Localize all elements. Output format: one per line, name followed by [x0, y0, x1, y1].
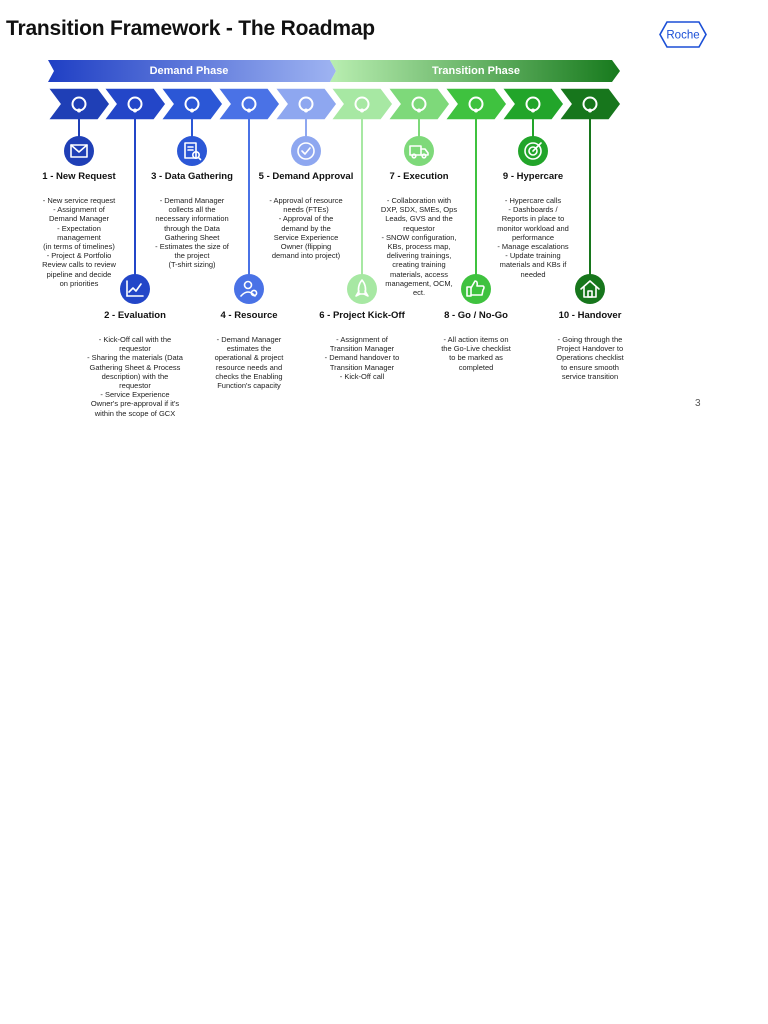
- step-description-line: - Going through the: [557, 335, 623, 344]
- step-description-line: needed: [520, 269, 546, 279]
- step-description-line: Reports in place to: [501, 214, 565, 224]
- step-description-line: - Demand Manager: [216, 335, 282, 344]
- step-description-8: [441, 335, 511, 372]
- step-description-5: [269, 196, 342, 260]
- step-description-line: service transition: [561, 371, 619, 381]
- step-description-line: ect.: [412, 288, 426, 298]
- node-pin-6: [360, 109, 364, 113]
- step-description-line: - Demand handover to: [324, 353, 400, 363]
- step-description-line: pipeline and decide: [46, 269, 112, 279]
- step-description-line: operational & project: [214, 353, 284, 363]
- step-description-line: - Assignment of: [336, 335, 388, 344]
- step-description-line: necessary information: [155, 214, 229, 224]
- step-description-line: Review calls to review: [42, 260, 116, 270]
- step-description-line: requestor: [403, 223, 435, 233]
- step-description-line: to be marked as: [449, 353, 503, 363]
- step-description-7: [381, 196, 457, 297]
- step-description-line: - Manage escalations: [497, 242, 569, 252]
- step-description-line: management: [57, 232, 101, 242]
- step-description-line: estimates the: [226, 344, 272, 354]
- step-description-line: delivering trainings,: [386, 251, 452, 261]
- step-title-1: 1 - New Request: [42, 171, 116, 182]
- step-description-6: [325, 335, 400, 381]
- step-description-line: DXP, SDX, SMEs, Ops: [380, 205, 458, 215]
- step-title-5: 5 - Demand Approval: [258, 171, 354, 182]
- page-number: 3: [695, 398, 701, 409]
- step-description-line: to ensure smooth: [561, 362, 619, 372]
- node-pin-2: [133, 109, 137, 113]
- demand-phase-label: Demand Phase: [149, 65, 229, 77]
- node-pin-8: [474, 109, 478, 113]
- step-description-line: Leads, GVS and the: [385, 214, 453, 224]
- step-description-line: needs (FTEs): [283, 205, 329, 215]
- envelope-icon: [64, 136, 94, 166]
- step-description-line: requestor: [119, 344, 151, 354]
- step-description-line: requestor: [119, 381, 151, 391]
- step-description-line: creating training: [392, 260, 446, 270]
- truck-icon: [404, 136, 434, 166]
- step-description-2: [87, 335, 183, 418]
- roche-logo-text: Roche: [666, 29, 700, 42]
- node-pin-7: [417, 109, 421, 113]
- step-description-line: Operations checklist: [556, 353, 624, 363]
- step-title-9: 9 - Hypercare: [502, 171, 564, 182]
- step-description-line: - Kick-Off call: [339, 371, 385, 381]
- step-title-2: 2 - Evaluation: [104, 310, 166, 321]
- step-description-line: - New service request: [42, 196, 116, 205]
- step-description-line: within the scope of GCX: [94, 408, 176, 418]
- step-title-6: 6 - Project Kick-Off: [319, 310, 405, 321]
- step-description-line: on priorities: [59, 278, 99, 288]
- step-description-line: materials, access: [390, 269, 448, 279]
- step-description-line: demand into project): [271, 251, 341, 261]
- step-description-line: - SNOW configuration,: [381, 232, 457, 242]
- page-title: Transition Framework - The Roadmap: [6, 17, 375, 40]
- person-gear-icon: [234, 274, 264, 304]
- step-title-4: 4 - Resource: [220, 310, 278, 321]
- step-description-line: completed: [458, 362, 494, 372]
- step-description-line: materials and KBs if: [499, 260, 567, 270]
- step-description-3: [155, 196, 229, 270]
- step-description-line: performance: [511, 232, 555, 242]
- step-description-line: Owner's pre-approval if it's: [90, 399, 180, 409]
- step-description-line: - Project & Portfolio: [46, 251, 112, 261]
- node-pin-4: [247, 109, 251, 113]
- step-description-line: - Update training: [505, 251, 561, 261]
- check-circle-icon: [291, 136, 321, 166]
- step-description-line: KBs, process map,: [387, 242, 451, 252]
- step-description-line: demand by the: [281, 223, 331, 233]
- document-search-icon: [177, 136, 207, 166]
- step-description-9: [497, 196, 569, 279]
- step-description-line: Project Handover to: [556, 344, 624, 354]
- step-description-line: Gathering Sheet: [164, 232, 220, 242]
- step-description-line: - Assignment of: [53, 205, 105, 215]
- step-description-line: - Service Experience: [100, 390, 170, 400]
- step-description-line: - Dashboards /: [508, 205, 558, 215]
- node-pin-9: [531, 109, 535, 113]
- step-description-line: (T-shirt sizing): [168, 260, 216, 270]
- step-description-line: - Hypercare calls: [504, 196, 562, 205]
- step-description-line: Service Experience: [273, 232, 339, 242]
- step-title-7: 7 - Execution: [389, 171, 449, 182]
- target-icon: [518, 136, 548, 166]
- step-description-line: description) with the: [101, 371, 169, 381]
- chart-icon: [120, 274, 150, 304]
- step-description-line: Demand Manager: [48, 214, 110, 224]
- step-description-line: checks the Enabling: [215, 371, 283, 381]
- step-description-line: - Approval of resource: [269, 196, 343, 205]
- step-description-line: Function's capacity: [217, 381, 281, 391]
- step-description-line: - Kick-Off call with the: [98, 335, 172, 344]
- step-description-line: - Collaboration with: [386, 196, 452, 205]
- step-description-line: Gathering Sheet & Process: [89, 362, 181, 372]
- step-description-1: [42, 196, 116, 288]
- step-description-line: - Approval of the: [278, 214, 334, 224]
- node-pin-10: [588, 109, 592, 113]
- step-description-line: - Demand Manager: [159, 196, 225, 205]
- node-pin-5: [304, 109, 308, 113]
- node-pin-1: [77, 109, 81, 113]
- step-description-line: Owner (flipping: [280, 242, 332, 252]
- step-description-line: collects all the: [168, 205, 216, 215]
- step-title-3: 3 - Data Gathering: [151, 171, 233, 182]
- thumbs-up-icon: [461, 274, 491, 304]
- step-description-line: the project: [174, 251, 210, 261]
- step-description-line: - All action items on: [443, 335, 509, 344]
- step-description-line: - Estimates the size of: [155, 242, 229, 252]
- step-description-line: - Expectation: [57, 223, 101, 233]
- step-description-10: [556, 335, 624, 381]
- rocket-icon: [347, 274, 377, 304]
- step-description-line: management, OCM,: [385, 278, 453, 288]
- step-description-line: monitor workload and: [497, 223, 569, 233]
- house-icon: [575, 274, 605, 304]
- roadmap-diagram: [0, 0, 768, 440]
- step-description-line: (in terms of timelines): [43, 242, 115, 252]
- transition-phase-label: Transition Phase: [431, 65, 521, 77]
- step-description-line: Transition Manager: [329, 362, 395, 372]
- step-description-line: Transition Manager: [329, 344, 395, 354]
- step-description-line: resource needs and: [215, 362, 283, 372]
- step-description-line: through the Data: [164, 223, 220, 233]
- node-pin-3: [190, 109, 194, 113]
- step-title-10: 10 - Handover: [558, 310, 622, 321]
- step-title-8: 8 - Go / No-Go: [444, 310, 508, 321]
- step-description-line: the Go-Live checklist: [441, 344, 511, 354]
- step-description-line: - Sharing the materials (Data: [87, 353, 183, 363]
- step-description-4: [215, 335, 284, 390]
